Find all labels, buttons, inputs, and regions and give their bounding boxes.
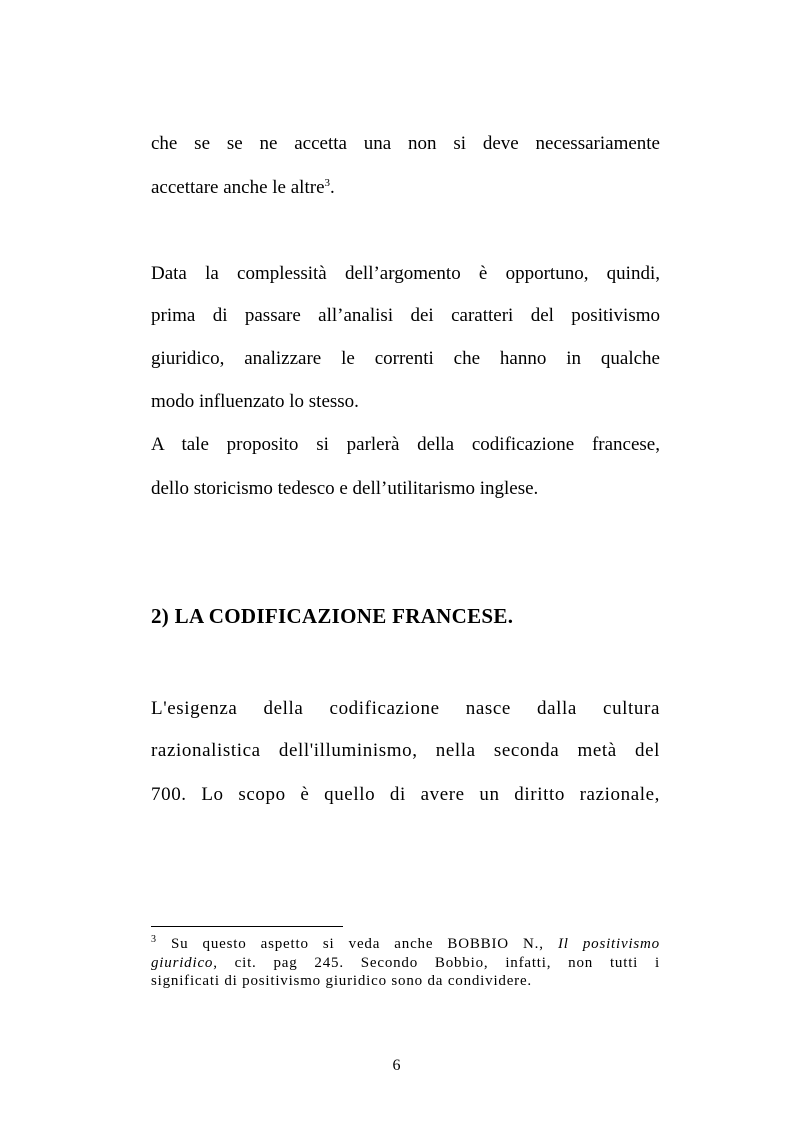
page-number: 6 [392, 1057, 401, 1074]
footnote-line-3: significati di positivismo giuridico sono da condividere. [151, 973, 532, 989]
section-heading: 2) LA CODIFICAZIONE FRANCESE. [151, 604, 514, 628]
paragraph-1-line-1: che se se ne accetta una non si deve necessariamente [151, 133, 660, 154]
paragraph-4-line-2: razionalistica dell'illuminismo, nella seconda metà del [151, 740, 660, 761]
paragraph-4-line-3: 700. Lo scopo è quello di avere un diritto razionale, [151, 784, 660, 805]
footnote-line-2: giuridico, cit. pag 245. Secondo Bobbio, infatti, non tutti i [151, 955, 660, 971]
paragraph-2-line-4: modo influenzato lo stesso. [151, 391, 359, 412]
footnote-number: 3 [151, 934, 157, 945]
footnote-reference[interactable]: 3 [324, 177, 330, 189]
paragraph-2-line-3: giuridico, analizzare le correnti che hanno in qualche [151, 348, 660, 369]
paragraph-3-line-2: dello storicismo tedesco e dell’utilitarismo inglese. [151, 478, 539, 499]
footnote-line-1: $^3$ Su questo aspetto si veda anche BOBBIO N., Il positivismo [151, 934, 660, 952]
paragraph-2-line-1: Data la complessità dell’argomento è opportuno, quindi, [151, 263, 660, 284]
paragraph-3-line-1: A tale proposito si parlerà della codificazione francese, [151, 434, 660, 455]
paragraph-4-line-1: L'esigenza della codificazione nasce dalla cultura [151, 698, 660, 719]
paragraph-2-line-2: prima di passare all’analisi dei caratteri del positivismo [151, 305, 660, 326]
footnote-divider [151, 926, 343, 927]
paragraph-1-line-2: accettare anche le altre$^3$. [151, 177, 335, 198]
